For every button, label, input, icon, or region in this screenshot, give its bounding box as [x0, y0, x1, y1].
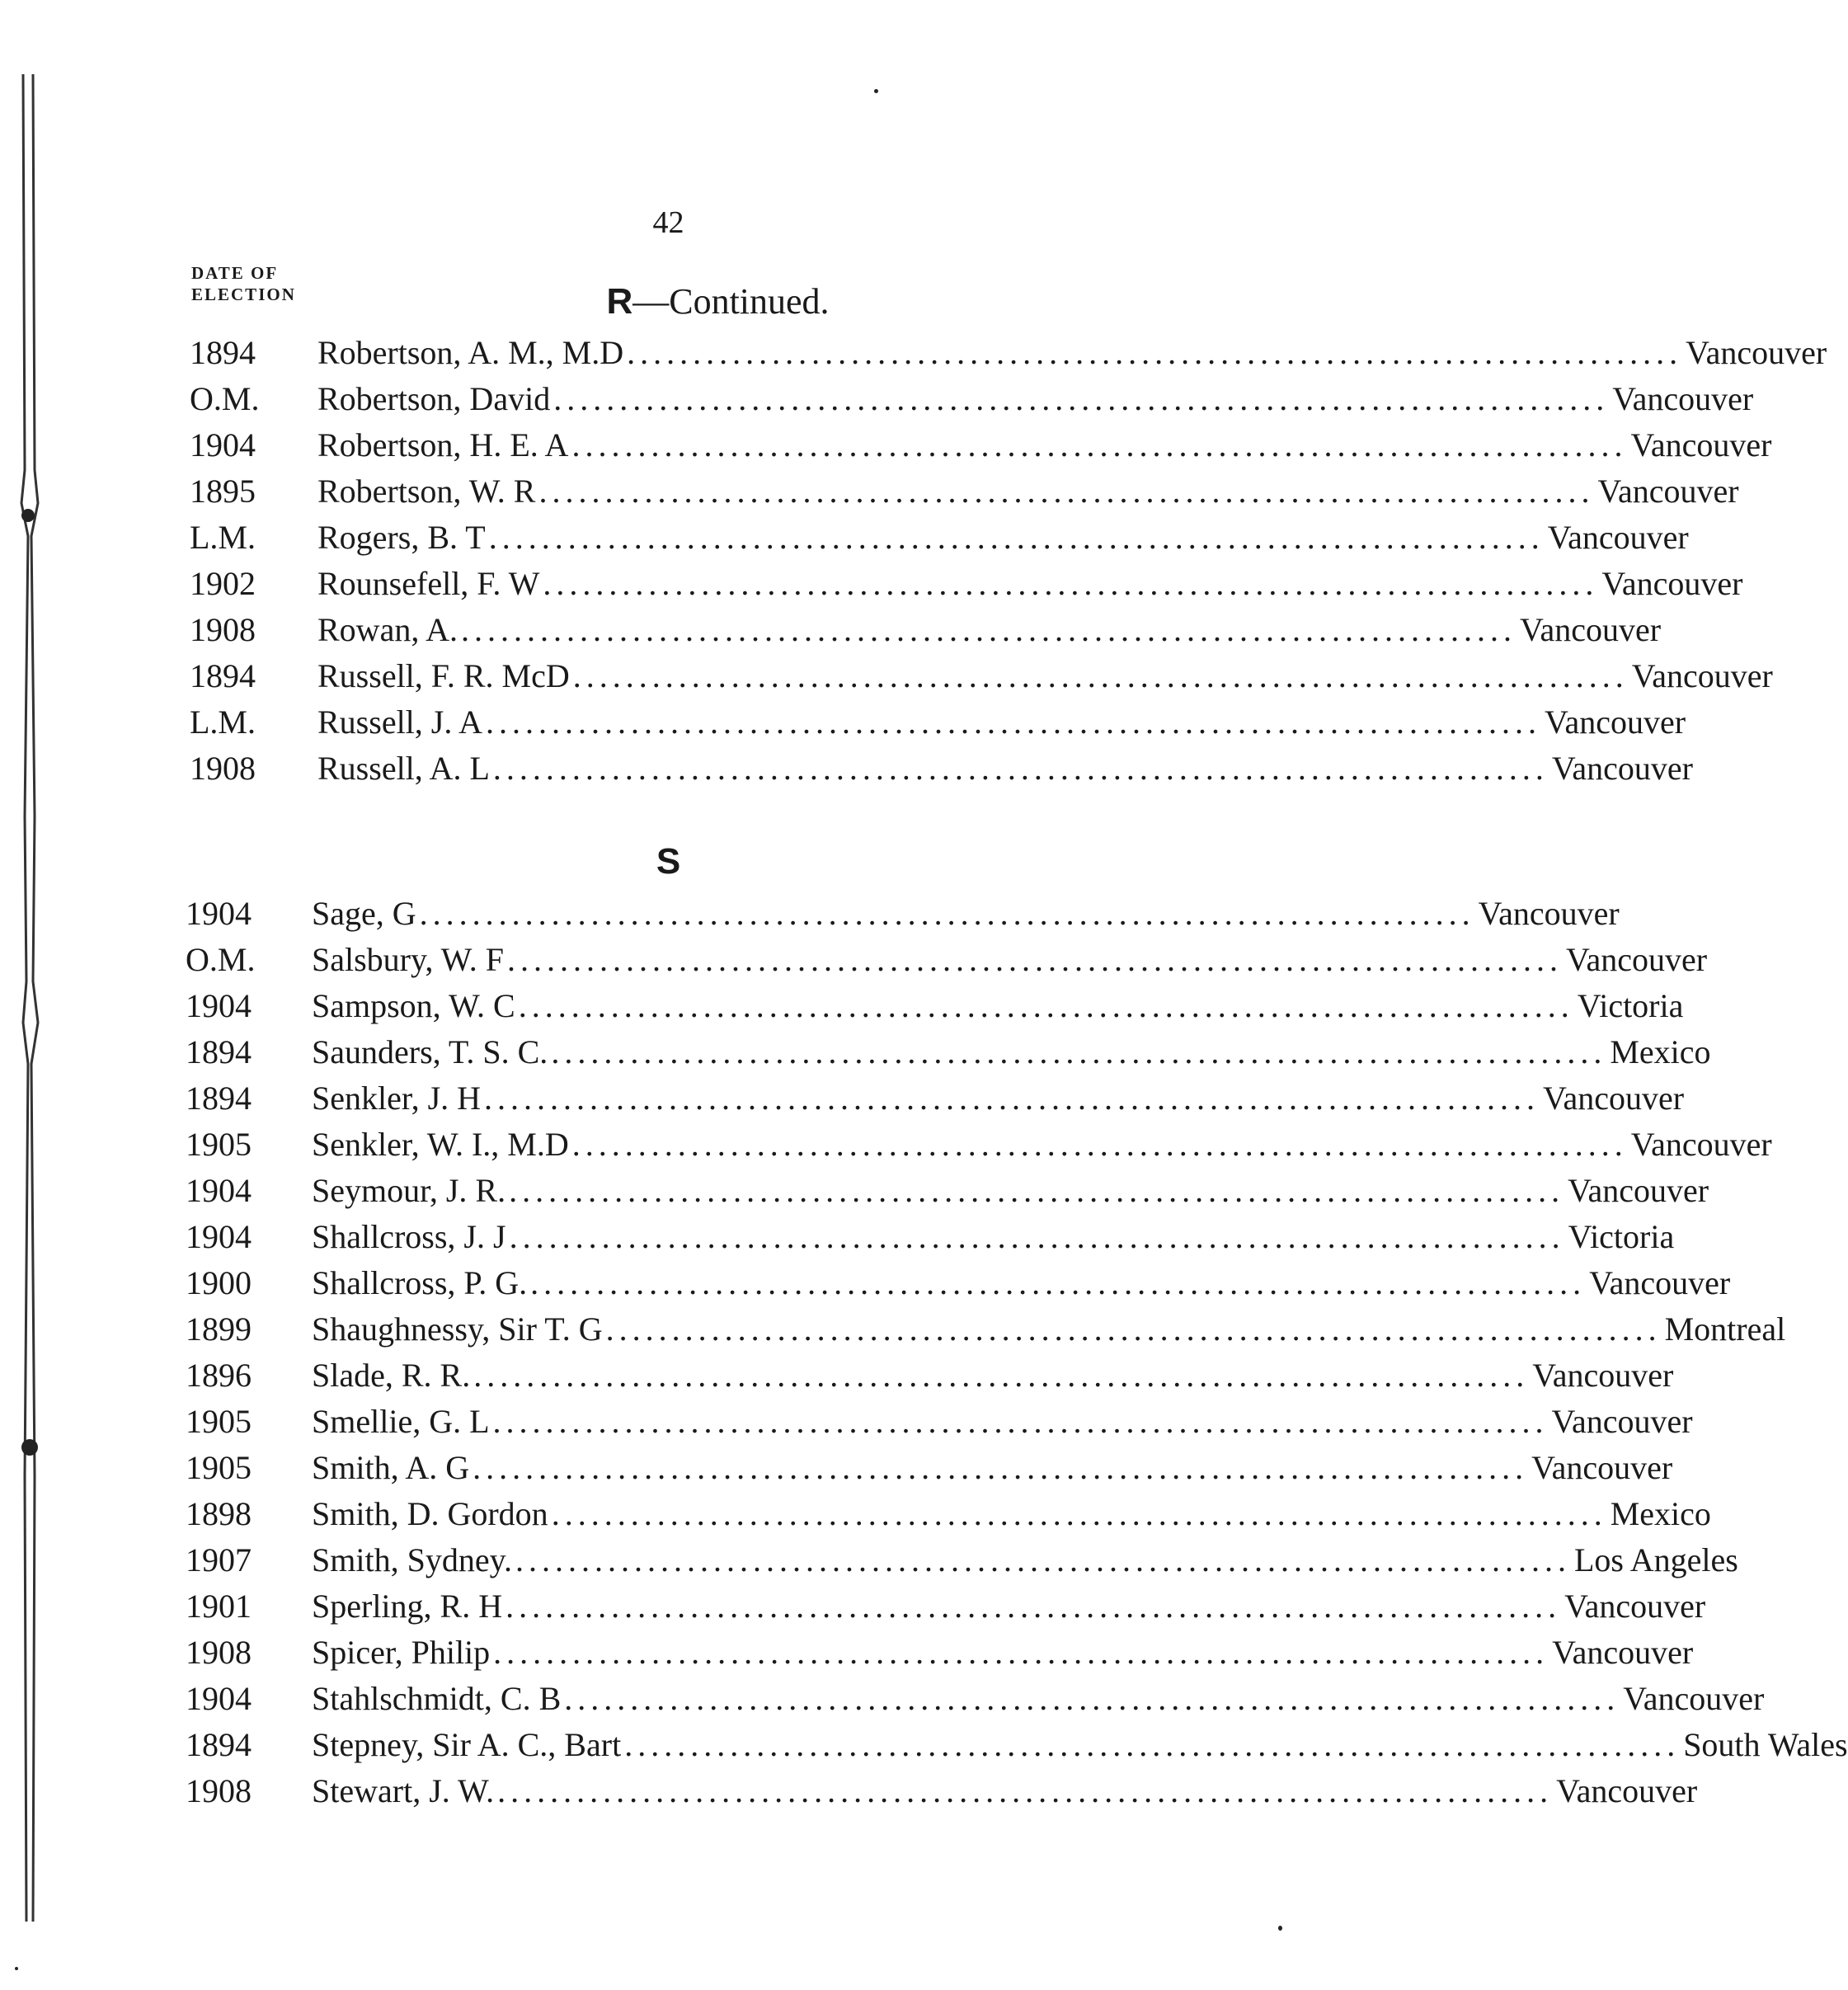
list-item: [186, 1445, 1673, 1491]
list-item: [186, 1168, 1709, 1214]
member-name: Smith, Sydney.: [312, 1541, 512, 1578]
section-suffix: —Continued.: [632, 281, 830, 322]
member-name: Rounsefell, F. W: [317, 565, 540, 602]
member-name: Shaughnessy, Sir T. G: [312, 1310, 603, 1348]
member-name: Stahlschmidt, C. B: [312, 1680, 562, 1717]
entry-line: [317, 376, 1754, 422]
member-name: Stepney, Sir A. C., Bart: [312, 1726, 622, 1763]
dot-leader: ................................................................................: [571, 426, 1628, 463]
list-item: [186, 1075, 1685, 1122]
election-year: 1894: [186, 1726, 252, 1763]
entry-line: [312, 1768, 1698, 1814]
list-item: [186, 1306, 1786, 1353]
entry-line: [312, 1075, 1685, 1122]
entry-line: [317, 422, 1772, 468]
date-header-line2: ELECTION: [191, 285, 296, 304]
member-location: Vancouver: [1612, 380, 1754, 417]
election-year: 1904: [186, 1680, 252, 1717]
member-name: Robertson, H. E. A: [317, 426, 569, 463]
list-item: [190, 653, 1773, 699]
election-year: 1908: [186, 1772, 252, 1809]
member-name: Smellie, G. L: [312, 1403, 490, 1440]
dot-leader: ................................................................................: [624, 1726, 1681, 1763]
list-item: [186, 1399, 1693, 1445]
member-location: Vancouver: [1551, 1403, 1693, 1440]
list-item: [186, 1768, 1698, 1814]
member-name: Smith, D. Gordon: [312, 1495, 548, 1532]
list-item: [186, 1214, 1675, 1260]
election-year: 1904: [190, 426, 256, 463]
member-location: Victoria: [1577, 987, 1684, 1024]
entry-line: [312, 891, 1620, 937]
entry-line: [312, 1722, 1848, 1768]
member-location: Vancouver: [1623, 1680, 1765, 1717]
member-location: Vancouver: [1630, 426, 1772, 463]
dot-leader: ................................................................................: [509, 1218, 1565, 1255]
member-location: Mexico: [1610, 1033, 1711, 1070]
member-location: Vancouver: [1630, 1126, 1772, 1163]
dot-leader: ................................................................................: [553, 380, 1610, 417]
member-location: Vancouver: [1568, 1172, 1709, 1209]
member-location: Vancouver: [1552, 1634, 1694, 1671]
dot-leader: ................................................................................: [571, 1126, 1628, 1163]
entry-line: [317, 699, 1686, 746]
list-item: [186, 1537, 1738, 1583]
election-year: 1894: [186, 1080, 252, 1117]
election-year: 1896: [186, 1357, 252, 1394]
member-location: Montreal: [1664, 1310, 1786, 1348]
election-year: L.M.: [190, 519, 256, 556]
member-name: Smith, A. G: [312, 1449, 470, 1486]
dot-leader: ................................................................................: [492, 1403, 1549, 1440]
member-name: Rowan, A.: [317, 611, 458, 648]
dot-leader: ................................................................................: [473, 1449, 1529, 1486]
member-name: Senkler, W. I., M.D: [312, 1126, 569, 1163]
election-year: 1904: [186, 895, 252, 932]
election-year: 1900: [186, 1264, 252, 1301]
member-location: Vancouver: [1478, 895, 1620, 932]
scan-speck: [1278, 1926, 1282, 1931]
list-item: [186, 1583, 1706, 1630]
list-item: [186, 983, 1684, 1029]
entry-line: [312, 1445, 1673, 1491]
list-item: [190, 376, 1754, 422]
member-location: South Wales: [1683, 1726, 1848, 1763]
dot-leader: ................................................................................: [551, 1495, 1607, 1532]
dot-leader: ................................................................................: [515, 1541, 1571, 1578]
entry-line: [312, 1029, 1711, 1075]
list-item: [190, 330, 1827, 376]
election-year: 1905: [186, 1403, 252, 1440]
entry-line: [317, 746, 1693, 792]
election-year: 1899: [186, 1310, 252, 1348]
dot-leader: ................................................................................: [538, 473, 1595, 510]
election-year: O.M.: [190, 380, 260, 417]
list-item: [190, 699, 1686, 746]
dot-leader: ................................................................................: [572, 657, 1629, 694]
entry-line: [312, 937, 1708, 983]
election-year: 1908: [190, 611, 256, 648]
election-year: 1894: [186, 1033, 252, 1070]
member-name: Stewart, J. W.: [312, 1772, 495, 1809]
dot-leader: ................................................................................: [493, 1634, 1549, 1671]
election-year: 1902: [190, 565, 256, 602]
section-letter: R: [606, 281, 633, 322]
entry-line: [312, 1306, 1786, 1353]
entry-line: [317, 330, 1827, 376]
entry-line: [312, 1399, 1693, 1445]
dot-leader: ................................................................................: [473, 1357, 1530, 1394]
member-location: Vancouver: [1601, 565, 1743, 602]
page-number: 42: [652, 205, 684, 240]
member-name: Russell, J. A: [317, 703, 483, 741]
member-location: Vancouver: [1543, 1080, 1685, 1117]
entry-line: [312, 1214, 1675, 1260]
list-item: [186, 891, 1620, 937]
member-location: Vancouver: [1547, 519, 1689, 556]
entry-line: [312, 1491, 1711, 1537]
entry-line: [312, 1353, 1674, 1399]
member-name: Spicer, Philip: [312, 1634, 491, 1671]
dot-leader: ................................................................................: [564, 1680, 1620, 1717]
election-year: 1904: [186, 1218, 252, 1255]
entry-line: [312, 1630, 1694, 1676]
member-name: Robertson, W. R: [317, 473, 536, 510]
election-year: 1898: [186, 1495, 252, 1532]
dot-leader: ................................................................................: [530, 1264, 1587, 1301]
list-item: [190, 561, 1743, 607]
entry-line: [312, 1583, 1706, 1630]
member-location: Vancouver: [1566, 941, 1708, 978]
dot-leader: ................................................................................: [488, 519, 1545, 556]
entry-line: [312, 1537, 1738, 1583]
dot-leader: ................................................................................: [484, 1080, 1540, 1117]
scan-speck: [15, 1967, 18, 1970]
member-location: Vancouver: [1532, 1357, 1674, 1394]
member-name: Sage, G: [312, 895, 416, 932]
member-location: Vancouver: [1545, 703, 1686, 741]
dot-leader: ................................................................................: [492, 750, 1549, 787]
member-location: Vancouver: [1531, 1449, 1673, 1486]
member-name: Slade, R. R.: [312, 1357, 471, 1394]
election-year: 1894: [190, 657, 256, 694]
member-location: Mexico: [1610, 1495, 1711, 1532]
member-location: Los Angeles: [1574, 1541, 1738, 1578]
member-name: Shallcross, J. J: [312, 1218, 506, 1255]
member-location: Vancouver: [1686, 334, 1827, 371]
section-heading-r: [0, 280, 1337, 322]
election-year: 1907: [186, 1541, 252, 1578]
dot-leader: ................................................................................: [518, 987, 1574, 1024]
election-year: 1894: [190, 334, 256, 371]
member-location: Vancouver: [1556, 1772, 1698, 1809]
member-name: Senkler, J. H: [312, 1080, 482, 1117]
member-name: Robertson, David: [317, 380, 551, 417]
member-location: Vancouver: [1631, 657, 1773, 694]
election-year: L.M.: [190, 703, 256, 741]
election-year: 1908: [190, 750, 256, 787]
list-item: [186, 1630, 1694, 1676]
dot-leader: ................................................................................: [497, 1772, 1554, 1809]
election-year: 1905: [186, 1126, 252, 1163]
dot-leader: ................................................................................: [419, 895, 1475, 932]
entry-line: [312, 1122, 1772, 1168]
list-item: [186, 1353, 1674, 1399]
binding-thread: [16, 74, 41, 1922]
dot-leader: ................................................................................: [505, 1588, 1562, 1625]
member-location: Vancouver: [1597, 473, 1739, 510]
election-year: 1904: [186, 987, 252, 1024]
list-item: [190, 468, 1739, 515]
date-header-line1: DATE OF: [191, 263, 279, 283]
election-year: 1904: [186, 1172, 252, 1209]
list-item: [186, 1491, 1711, 1537]
list-item: [190, 422, 1772, 468]
dot-leader: ................................................................................: [551, 1033, 1607, 1070]
member-name: Russell, A. L: [317, 750, 490, 787]
section-heading-s: [0, 841, 1337, 882]
entry-line: [317, 607, 1662, 653]
member-name: Shallcross, P. G.: [312, 1264, 528, 1301]
member-name: Sperling, R. H: [312, 1588, 503, 1625]
member-name: Saunders, T. S. C.: [312, 1033, 548, 1070]
entry-line: [312, 1168, 1709, 1214]
list-item: [190, 746, 1693, 792]
entry-line: [317, 653, 1773, 699]
member-location: Victoria: [1568, 1218, 1675, 1255]
election-year: 1895: [190, 473, 256, 510]
dot-leader: ................................................................................: [461, 611, 1516, 648]
member-location: Vancouver: [1564, 1588, 1706, 1625]
election-year: O.M.: [186, 941, 256, 978]
member-location: Vancouver: [1589, 1264, 1731, 1301]
list-item: [190, 515, 1689, 561]
member-name: Salsbury, W. F: [312, 941, 505, 978]
list-item: [186, 1676, 1765, 1722]
member-name: Sampson, W. C: [312, 987, 515, 1024]
member-name: Rogers, B. T: [317, 519, 486, 556]
list-item: [186, 937, 1708, 983]
list-item: [186, 1029, 1711, 1075]
list-item: [186, 1260, 1731, 1306]
list-item: [186, 1122, 1772, 1168]
member-location: Vancouver: [1551, 750, 1693, 787]
dot-leader: ................................................................................: [627, 334, 1683, 371]
member-name: Seymour, J. R.: [312, 1172, 506, 1209]
dot-leader: ................................................................................: [543, 565, 1599, 602]
list-item: [190, 607, 1662, 653]
dot-leader: ................................................................................: [605, 1310, 1662, 1348]
scan-speck: [874, 89, 878, 93]
entry-line: [312, 983, 1684, 1029]
election-year: 1908: [186, 1634, 252, 1671]
entry-line: [317, 468, 1739, 515]
member-name: Robertson, A. M., M.D: [317, 334, 624, 371]
entry-line: [317, 515, 1689, 561]
election-year: 1905: [186, 1449, 252, 1486]
entry-line: [312, 1676, 1765, 1722]
list-item: [186, 1722, 1848, 1768]
dot-leader: ................................................................................: [509, 1172, 1565, 1209]
section-letter: S: [656, 841, 681, 882]
member-location: Vancouver: [1520, 611, 1662, 648]
member-name: Russell, F. R. McD: [317, 657, 570, 694]
dot-leader: ................................................................................: [507, 941, 1564, 978]
entry-line: [317, 561, 1743, 607]
entry-line: [312, 1260, 1731, 1306]
election-year: 1901: [186, 1588, 252, 1625]
dot-leader: ................................................................................: [486, 703, 1542, 741]
